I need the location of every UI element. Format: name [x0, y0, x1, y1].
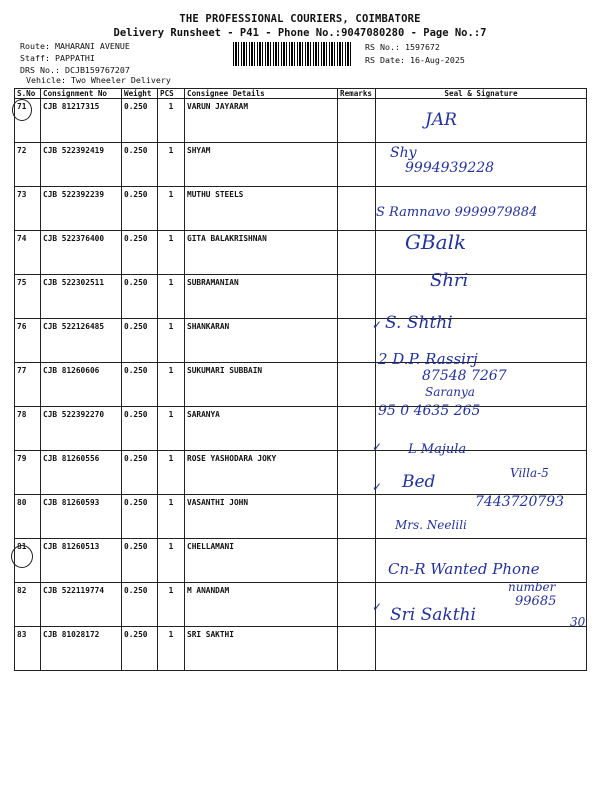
cell-consignee: SARANYA: [185, 407, 338, 451]
signature-78-phone: 95 0 4635 265: [378, 403, 481, 419]
cell-signature: [376, 627, 587, 671]
cell-consignment: CJB 522119774: [41, 583, 122, 627]
tick-mark-icon: ✓: [372, 440, 383, 454]
cell-consignee: SUKUMARI SUBBAIN: [185, 363, 338, 407]
cell-consignment: CJB 522392239: [41, 187, 122, 231]
cell-sno: 79: [15, 451, 41, 495]
signature-82-phone: 99685: [515, 594, 557, 609]
table-row: [15, 275, 587, 319]
cell-sno: 75: [15, 275, 41, 319]
cell-remarks: [338, 319, 376, 363]
table-row: [15, 231, 587, 275]
cell-consignee: VARUN JAYARAM: [185, 99, 338, 143]
drs-number: DRS No.: DCJB159767207: [20, 65, 130, 75]
cell-remarks: [338, 451, 376, 495]
cell-consignment: CJB 522126485: [41, 319, 122, 363]
tick-mark-icon: ✓: [372, 318, 383, 332]
signature-72-phone: 9994939228: [405, 160, 495, 176]
cell-consignment: CJB 81260513: [41, 539, 122, 583]
cell-weight: 0.250: [122, 99, 158, 143]
cell-pcs: 1: [158, 363, 185, 407]
cell-remarks: [338, 407, 376, 451]
cell-weight: 0.250: [122, 583, 158, 627]
tick-mark-icon: ✓: [372, 600, 383, 614]
signature-76: S. Shthi: [385, 313, 453, 333]
col-sno: S.No: [15, 89, 41, 99]
cell-consignment: CJB 81260556: [41, 451, 122, 495]
tick-mark-icon: ✓: [372, 480, 383, 494]
signature-80: Bed: [402, 472, 436, 492]
cell-remarks: [338, 275, 376, 319]
cell-consignment: CJB 81217315: [41, 99, 122, 143]
cell-pcs: 1: [158, 319, 185, 363]
table-row: [15, 407, 587, 451]
cell-weight: 0.250: [122, 319, 158, 363]
cell-consignment: CJB 522392419: [41, 143, 122, 187]
cell-remarks: [338, 187, 376, 231]
signature-73: S Ramnavo 9999979884: [376, 205, 538, 220]
signature-83: Sri Sakthi: [390, 605, 476, 625]
cell-pcs: 1: [158, 99, 185, 143]
cell-sno: 72: [15, 143, 41, 187]
cell-weight: 0.250: [122, 143, 158, 187]
cell-weight: 0.250: [122, 187, 158, 231]
circle-mark-82: [11, 545, 33, 568]
cell-consignee: CHELLAMANI: [185, 539, 338, 583]
table-header-row: [15, 89, 587, 99]
cell-weight: 0.250: [122, 627, 158, 671]
cell-consignment: CJB 81260606: [41, 363, 122, 407]
vehicle-label: Vehicle: Two Wheeler Delivery: [26, 75, 171, 85]
cell-consignment: CJB 81260593: [41, 495, 122, 539]
cell-pcs: 1: [158, 539, 185, 583]
signature-80-note: Villa-5: [510, 466, 549, 480]
runsheet-title: Delivery Runsheet - P41 - Phone No.:9047080280 - Page No.:7: [113, 27, 487, 39]
cell-consignee: SHYAM: [185, 143, 338, 187]
cell-consignment: CJB 81028172: [41, 627, 122, 671]
cell-remarks: [338, 143, 376, 187]
cell-pcs: 1: [158, 231, 185, 275]
cell-consignment: CJB 522302511: [41, 275, 122, 319]
signature-82-note: number: [508, 580, 556, 594]
cell-weight: 0.250: [122, 407, 158, 451]
cell-pcs: 1: [158, 187, 185, 231]
staff-label: Staff: PAPPATHI: [20, 53, 95, 63]
table-row: [15, 627, 587, 671]
cell-sno: 77: [15, 363, 41, 407]
table-row: [15, 319, 587, 363]
cell-weight: 0.250: [122, 231, 158, 275]
cell-weight: 0.250: [122, 363, 158, 407]
cell-remarks: [338, 363, 376, 407]
cell-consignee: SRI SAKTHI: [185, 627, 338, 671]
rs-number: RS No.: 1597672: [365, 42, 440, 52]
cell-remarks: [338, 231, 376, 275]
circle-mark-71: [12, 99, 32, 121]
table-row: [15, 99, 587, 143]
signature-82: Cn-R Wanted Phone: [388, 560, 540, 578]
cell-sno: 74: [15, 231, 41, 275]
signature-78: Saranya: [425, 385, 475, 399]
cell-signature: [376, 275, 587, 319]
cell-consignee: GITA BALAKRISHNAN: [185, 231, 338, 275]
cell-pcs: 1: [158, 495, 185, 539]
col-signature: Seal & Signature: [376, 89, 587, 99]
cell-sno: 71: [15, 99, 41, 143]
cell-sno: 78: [15, 407, 41, 451]
col-remarks: Remarks: [338, 89, 376, 99]
table-row: [15, 143, 587, 187]
signature-71: JAR: [425, 110, 457, 130]
cell-pcs: 1: [158, 451, 185, 495]
signature-75: Shri: [430, 270, 469, 291]
col-consignment: Consignment No: [41, 89, 122, 99]
cell-sno: 73: [15, 187, 41, 231]
cell-consignee: SHANKARAN: [185, 319, 338, 363]
cell-remarks: [338, 627, 376, 671]
signature-72: Shy: [390, 145, 417, 161]
cell-pcs: 1: [158, 143, 185, 187]
col-weight: Weight: [122, 89, 158, 99]
signature-83-note: 30: [570, 615, 586, 629]
table-row: [15, 451, 587, 495]
cell-remarks: [338, 99, 376, 143]
cell-consignment: CJB 522376400: [41, 231, 122, 275]
cell-consignee: ROSE YASHODARA JOKY: [185, 451, 338, 495]
cell-remarks: [338, 495, 376, 539]
cell-consignee: MUTHU STEELS: [185, 187, 338, 231]
cell-consignment: CJB 522392270: [41, 407, 122, 451]
cell-weight: 0.250: [122, 495, 158, 539]
signature-79: L Majula: [408, 442, 467, 457]
cell-weight: 0.250: [122, 539, 158, 583]
cell-pcs: 1: [158, 407, 185, 451]
cell-pcs: 1: [158, 275, 185, 319]
rs-date: RS Date: 16-Aug-2025: [365, 55, 465, 65]
cell-weight: 0.250: [122, 275, 158, 319]
cell-signature: [376, 99, 587, 143]
cell-weight: 0.250: [122, 451, 158, 495]
cell-pcs: 1: [158, 627, 185, 671]
signature-81: Mrs. Neelili: [395, 518, 467, 532]
cell-consignee: SUBRAMANIAN: [185, 275, 338, 319]
cell-sno: 76: [15, 319, 41, 363]
cell-sno: 82: [15, 583, 41, 627]
cell-sno: 83: [15, 627, 41, 671]
company-title: THE PROFESSIONAL COURIERS, COIMBATORE: [179, 13, 421, 25]
signature-80-phone: 7443720793: [475, 494, 565, 510]
signature-77: 2 D.P. Rassirj: [378, 350, 478, 368]
cell-consignee: M ANANDAM: [185, 583, 338, 627]
signature-74: GBalk: [405, 230, 467, 254]
table-row: [15, 583, 587, 627]
cell-remarks: [338, 583, 376, 627]
cell-pcs: 1: [158, 583, 185, 627]
col-pcs: PCS: [158, 89, 185, 99]
signature-77-phone: 87548 7267: [422, 368, 507, 384]
route-label: Route: MAHARANI AVENUE: [20, 41, 130, 51]
col-consignee: Consignee Details: [185, 89, 338, 99]
barcode: [233, 42, 353, 66]
cell-remarks: [338, 539, 376, 583]
cell-sno: 80: [15, 495, 41, 539]
cell-consignee: VASANTHI JOHN: [185, 495, 338, 539]
cell-sno: 81: [15, 539, 41, 583]
